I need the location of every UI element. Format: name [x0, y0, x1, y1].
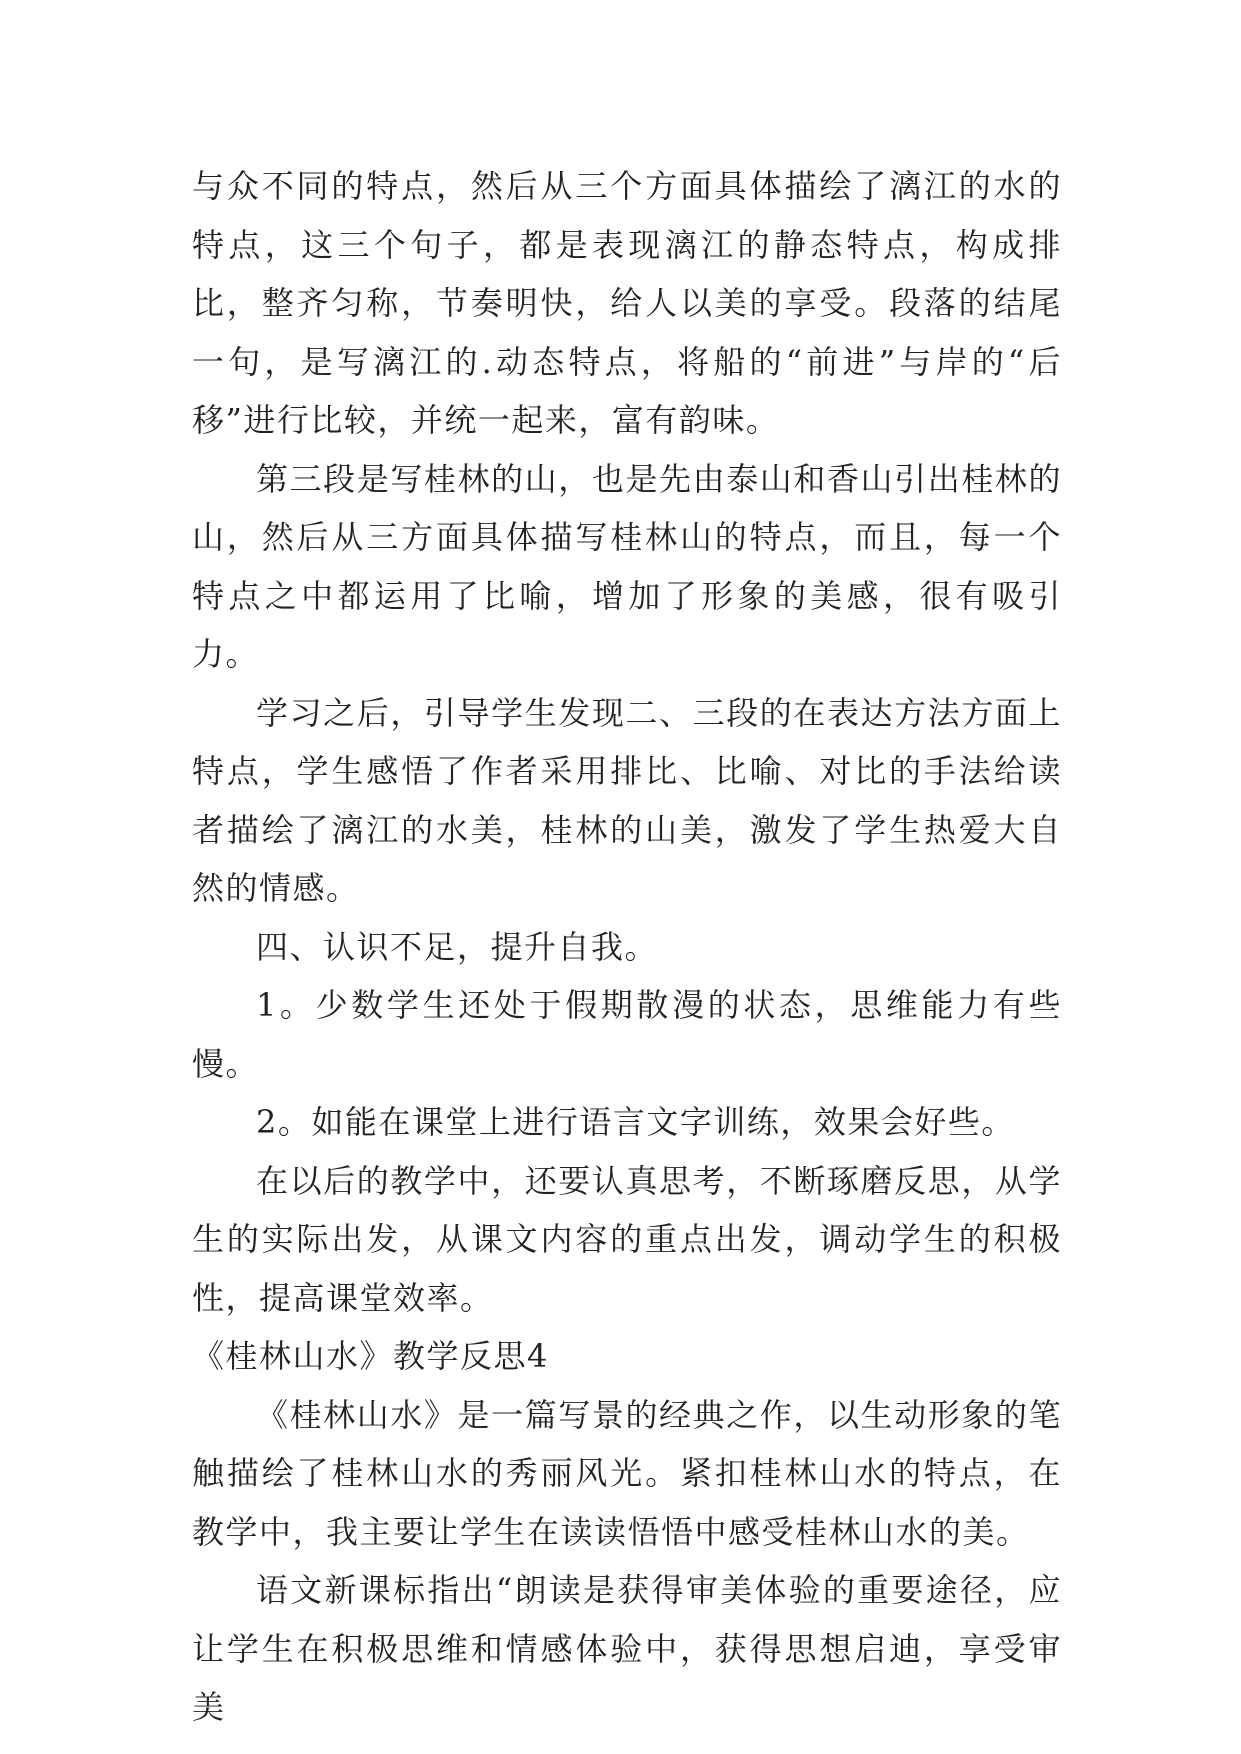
- document-body: [192, 157, 1062, 1737]
- paragraph-shortcomings-heading: 四、认识不足，提升自我。: [256, 927, 659, 966]
- section-title: 《桂林山水》教学反思4: [192, 1337, 549, 1375]
- paragraph-future-teaching: 在以后的教学中，还要认真思考，不断琢磨反思，从学生的实际出发，从课文内容的重点出发，调动学生的积极性，提高课堂效率。: [192, 1161, 1062, 1317]
- paragraph-shortcoming-1: 1。少数学生还处于假期散漫的状态，思维能力有些慢。: [192, 986, 1062, 1083]
- paragraph-learning-summary: 学习之后，引导学生发现二、三段的在表达方法方面上特点，学生感悟了作者采用排比、比喻、对比的手法给读者描绘了漓江的水美，桂林的山美，激发了学生热爱大自然的情感。: [192, 693, 1062, 907]
- paragraph-mountains: 第三段是写桂林的山，也是先由泰山和香山引出桂林的山，然后从三方面具体描写桂林山的特点，而且，每一个特点之中都运用了比喻，增加了形象的美感，很有吸引力。: [192, 459, 1062, 673]
- paragraph-continued: 与众不同的特点，然后从三个方面具体描绘了漓江的水的特点，这三个句子，都是表现漓江的静态特点，构成排比，整齐匀称，节奏明快，给人以美的享受。段落的结尾一句，是写漓江的.动态特点，将船的“前进”与岸的“后移”进行比较，并统一起来，富有韵味。: [192, 167, 1062, 439]
- paragraph-section-intro: 《桂林山水》是一篇写景的经典之作，以生动形象的笔触描绘了桂林山水的秀丽风光。紧扣桂林山水的特点，在教学中，我主要让学生在读读悟悟中感受桂林山水的美。: [192, 1395, 1062, 1551]
- paragraph-shortcoming-2: 2。如能在课堂上进行语言文字训练，效果会好些。: [256, 1103, 1015, 1141]
- paragraph-curriculum-quote: 语文新课标指出“朗读是获得审美体验的重要途径，应让学生在积极思维和情感体验中，获得思想启迪，享受审美: [192, 1571, 1062, 1726]
